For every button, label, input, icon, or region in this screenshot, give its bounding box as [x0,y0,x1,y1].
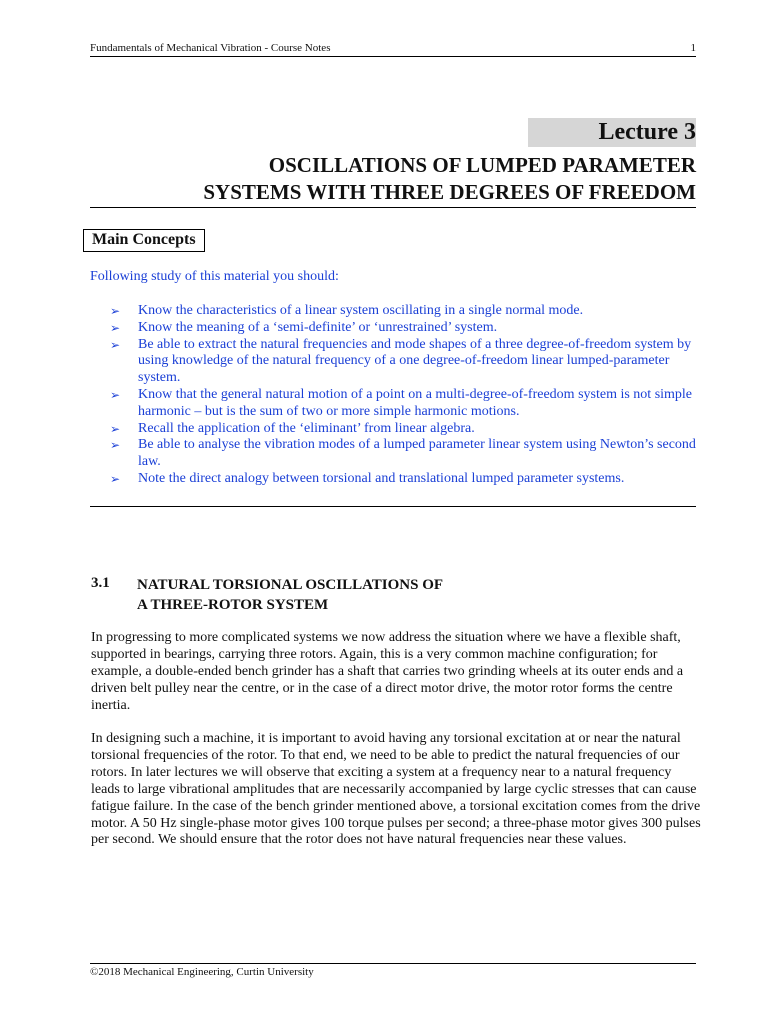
list-item-text: Be able to analyse the vibration modes of a lumped parameter linear system using Newton’s second law. [138,437,696,470]
arrow-bullet-icon: ➢ [110,304,121,318]
arrow-bullet-icon: ➢ [110,471,121,486]
section-number: 3.1 [91,575,110,591]
concepts-list [110,303,696,488]
list-item-text: Know the meaning of a ‘semi-definite’ or ‘unrestrained’ system. [138,319,498,335]
lecture-title-line-2: SYSTEMS WITH THREE DEGREES OF FREEDOM [203,180,696,204]
lecture-label: Lecture 3 [598,119,696,145]
list-item-text: Note the direct analogy between torsional and translational lumped parameter systems. [138,470,625,486]
header-title: Fundamentals of Mechanical Vibration - Course Notes [90,42,331,54]
list-item [110,437,696,471]
lecture-title [203,152,696,206]
arrow-bullet-icon: ➢ [110,438,121,453]
list-item [110,471,696,488]
list-item-text: Know that the general natural motion of a point on a multi-degree-of-freedom system is not simple harmonic – but is the sum of two or more simple harmonic motions. [138,386,693,419]
running-header [90,42,696,57]
footer-divider [90,963,696,964]
list-item [110,387,696,421]
section-title-line-1: NATURAL TORSIONAL OSCILLATIONS OF [137,577,444,593]
main-concepts-heading: Main Concepts [83,229,205,252]
list-item [110,421,696,438]
list-item [110,337,696,387]
section-title [137,575,443,615]
list-item-text: Recall the application of the ‘eliminant’ from linear algebra. [138,420,475,436]
section-title-line-2: A THREE-ROTOR SYSTEM [137,597,329,613]
arrow-bullet-icon: ➢ [110,337,121,352]
list-item [110,320,696,337]
title-divider [90,207,696,208]
list-item [110,303,696,320]
body-paragraph-2: In designing such a machine, it is important to avoid having any torsional excitation at or near the natural torsional frequencies of the rotor. To that end, we need to be able to predict the natural frequencies of our rotors. In later lectures we will observe that exciting a system at a frequency near to a natural frequency leads to large vibrational amplitudes that are necessarily accompanied by large cyclic stresses that can cause fatigue failure. In the case of the bench grinder mentioned above, a torsional excitation comes from the drive motor. A 50 Hz single-phase motor gives 100 torque pulses per second; a three-phase motor gives 300 pulses per second. We should ensure that the rotor does not have natural frequencies near these values. [91,731,701,848]
footer-copyright: ©2018 Mechanical Engineering, Curtin University [90,966,314,978]
arrow-bullet-icon: ➢ [110,421,121,436]
list-item-text: Know the characteristics of a linear system oscillating in a single normal mode. [138,303,584,318]
concepts-divider [90,506,696,507]
arrow-bullet-icon: ➢ [110,320,121,335]
page-number: 1 [690,42,696,54]
body-paragraph-1: In progressing to more complicated systems we now address the situation where we have a flexible shaft, supported in bearings, carrying three rotors. Again, this is a very common machine configuration; for example, a double-ended bench grinder has a shaft that carries two grinding wheels at its outer ends and a driven belt pulley near the centre, or in the case of a direct motor drive, the motor rotor forms the centre inertia. [91,630,684,713]
concepts-intro: Following study of this material you should: [90,269,339,284]
lecture-title-line-1: OSCILLATIONS OF LUMPED PARAMETER [268,153,696,177]
list-item-text: Be able to extract the natural frequencies and mode shapes of a three degree-of-freedom system by using knowledge of the natural frequency of a one degree-of-freedom linear lumped-parameter system. [138,336,692,386]
arrow-bullet-icon: ➢ [110,387,121,402]
